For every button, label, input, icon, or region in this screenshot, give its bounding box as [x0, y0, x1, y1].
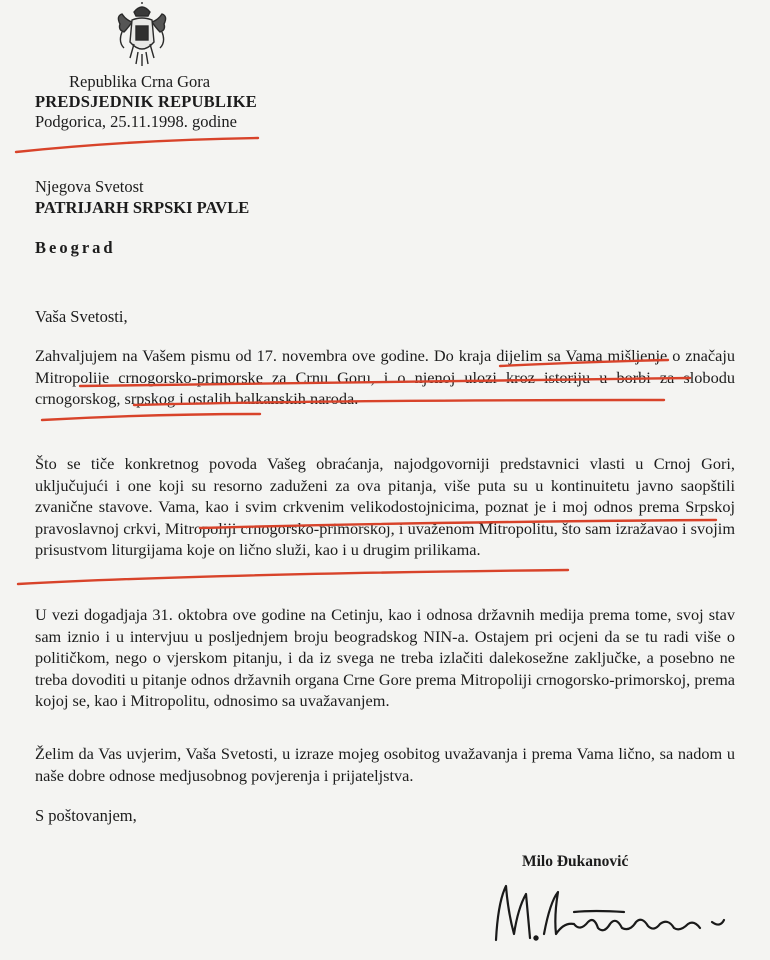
office-title: PREDSJEDNIK REPUBLIKE: [35, 92, 257, 111]
recipient-city: Beograd: [35, 238, 116, 257]
salutation: Vaša Svetosti,: [35, 307, 128, 326]
recipient-name: PATRIJARH SRPSKI PAVLE: [35, 198, 250, 217]
recipient-block: [35, 176, 435, 218]
paragraph-2: Što se tiče konkretnog povoda Vašeg obraćanja, najodgovorniji predstavnici vlasti u Crnoj Gori, uključujući i one koji su resorno zaduženi za ova pitanja, više puta su u kontinuitetu javno saopštili zvanične stavove. Vama, kao i svim crkvenim velikodostojnicima, poznat je i moj odnos prema Srpskoj pravoslavnoj crkvi, Mitropoliji crnogorsko-primorskoj, i uvaženom Mitropolitu, što sam izražavao i svojim prisustvom liturgijama koje on lično služi, kao i u drugim prilikama.: [35, 454, 735, 560]
handwritten-signature: [484, 872, 734, 952]
signatory-name: Milo Đukanović: [522, 853, 629, 870]
coat-of-arms-icon: [112, 2, 172, 68]
closing: S poštovanjem,: [35, 806, 137, 825]
paragraph-1: Zahvaljujem na Vašem pismu od 17. novembra ove godine. Do kraja dijelim sa Vama mišljenje o značaju Mitropolije crnogorsko-primorske za Crnu Goru, i o njenoj ulozi kroz istoriju u borbi za slobodu crnogorskog, srpskog i ostalih balkanskih naroda.: [35, 346, 735, 409]
paragraph-4: Želim da Vas uvjerim, Vaša Svetosti, u izraze mojeg osobitog uvažavanja i prema Vama lično, sa nadom u naše dobre odnose medjusobnog povjerenja i prijateljstva.: [35, 744, 735, 785]
recipient-honorific: Njegova Svetost: [35, 177, 144, 196]
letterhead: [35, 72, 335, 132]
country-name: Republika Crna Gora: [69, 72, 211, 91]
place-date: Podgorica, 25.11.1998. godine: [35, 112, 237, 131]
paragraph-3: U vezi dogadjaja 31. oktobra ove godine na Cetinju, kao i odnosa državnih medija prema tome, svoj stav sam iznio i u intervjuu u posljednjem broju beogradskog NIN-a. Ostajem pri ocjeni da se tu radi više o političkom, nego o vjerskom pitanju, i da iz svega ne treba izlačiti dalekosežne zaključke, a posebno ne treba dovoditi u pitanje odnos državnih organa Crne Gore prema Mitropoliji crnogorsko-primorskoj, prema kojoj se, kao i Mitropolitu, odnosimo sa uvažavanjem.: [35, 605, 735, 711]
